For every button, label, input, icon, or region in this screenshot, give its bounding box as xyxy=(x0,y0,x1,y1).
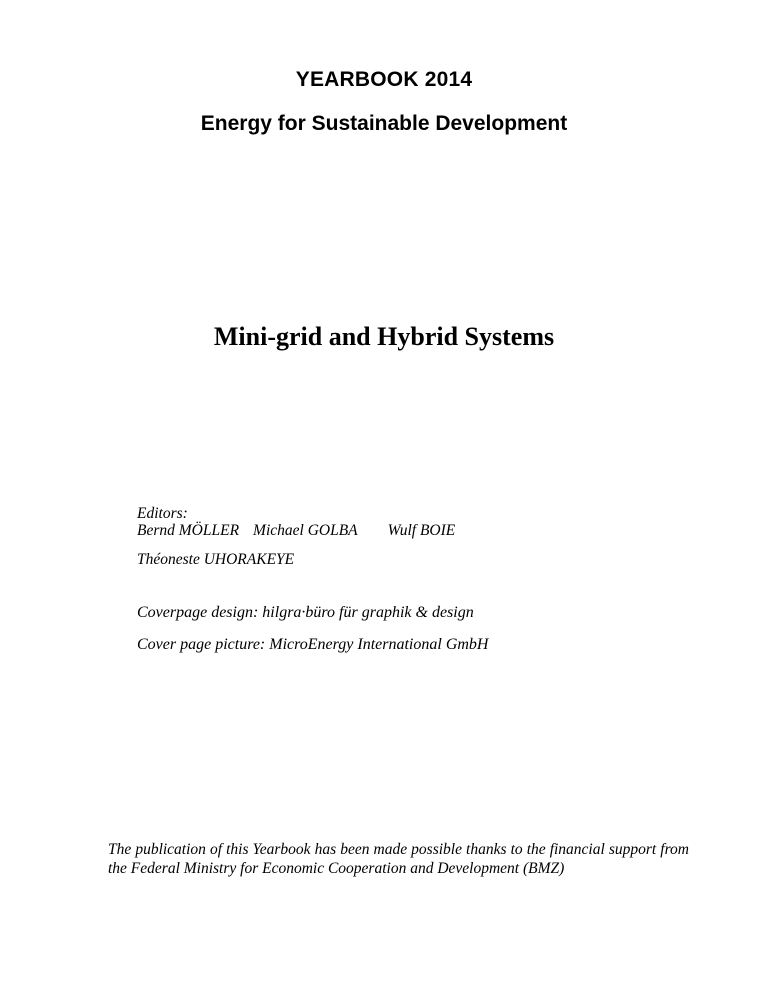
yearbook-heading: YEARBOOK 2014 xyxy=(295,68,473,91)
editor-name: Wulf BOIE xyxy=(387,522,456,539)
editor-name-additional: Théoneste UHORAKEYE xyxy=(137,551,295,568)
coverpage-design-credit: Coverpage design: hilgra·büro für graphik & design xyxy=(137,604,474,621)
editors-block xyxy=(137,505,455,539)
editor-name: Michael GOLBA xyxy=(253,522,358,539)
series-heading: Energy for Sustainable Development xyxy=(200,112,568,135)
editors-label: Editors: xyxy=(137,505,188,522)
editor-name: Bernd MÖLLER xyxy=(137,522,240,539)
page-title: Mini-grid and Hybrid Systems xyxy=(213,322,555,351)
funding-note: The publication of this Yearbook has been made possible thanks to the financial support from the Federal Ministry for Economic Cooperation and Development (BMZ) xyxy=(108,841,689,877)
editors-names-row xyxy=(137,522,455,539)
cover-picture-credit: Cover page picture: MicroEnergy International GmbH xyxy=(137,636,489,653)
